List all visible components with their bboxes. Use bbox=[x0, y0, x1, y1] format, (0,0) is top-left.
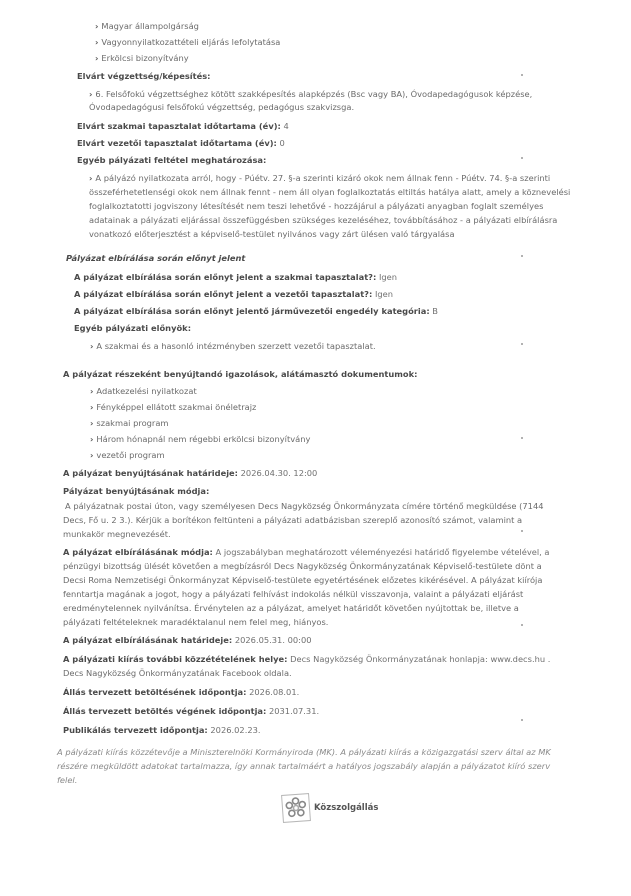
evaluation-deadline-row bbox=[63, 634, 312, 646]
scan-speck bbox=[521, 74, 523, 76]
scan-speck bbox=[521, 719, 523, 721]
education-text: 6. Felsőfokú végzettséghez kötött szakképesítés alapképzés (Bsc vagy BA), Óvodapedagógusok képzése, bbox=[95, 89, 533, 99]
evaluation-deadline-label: A pályázat elbírálásának határideje: bbox=[63, 635, 233, 645]
requirement-text: Vagyonnyilatkozattételi eljárás lefolytatása bbox=[101, 37, 281, 47]
advantage-management-label: A pályázat elbírálása során előnyt jelent a vezetői tapasztalat?: bbox=[74, 289, 373, 299]
other-conditions-line: vonatkozó előterjesztést a képviselő-testület nyilvános vagy zárt ülésen való tárgyalása bbox=[89, 229, 455, 239]
evaluation-deadline-value: 2026.05.31. 00:00 bbox=[234, 635, 312, 645]
scan-speck bbox=[521, 343, 523, 345]
document-item bbox=[90, 385, 197, 397]
other-conditions-line: foglalkoztatotti jogviszony létesítését nem teszi lehetővé - hozzájárul a pályázati anyagban foglalt személyes bbox=[89, 201, 544, 211]
other-advantages-item bbox=[90, 340, 376, 352]
logo-text: Közszolgállás bbox=[314, 803, 379, 813]
planned-end-value: 2031.07.31. bbox=[268, 706, 320, 716]
other-conditions-item bbox=[89, 172, 550, 184]
document-text: Fényképpel ellátott szakmai önéletrajz bbox=[96, 402, 257, 412]
chevron-right-icon: › bbox=[89, 173, 93, 183]
other-conditions-label: Egyéb pályázati feltétel meghatározása: bbox=[77, 155, 267, 165]
advantage-management-value: Igen bbox=[374, 289, 394, 299]
documents-label: A pályázat részeként benyújtandó igazolások, alátámasztó dokumentumok: bbox=[63, 369, 418, 379]
submission-method-line: Decs, Fő u. 2 3.). Kérjük a borítékon feltünteni a pályázati adatbázisban szereplő azonosító számot, valamint a bbox=[63, 515, 523, 525]
submission-deadline-row bbox=[63, 467, 317, 479]
requirement-text: Magyar állampolgárság bbox=[101, 21, 199, 31]
kozszolgallas-logo bbox=[282, 794, 382, 824]
management-experience-row bbox=[77, 137, 285, 149]
advantage-management-row bbox=[74, 288, 393, 300]
advantage-license-row bbox=[74, 305, 438, 317]
scan-speck bbox=[521, 255, 523, 257]
advantages-heading: Pályázat elbírálása során előnyt jelent bbox=[66, 253, 246, 263]
evaluation-method-row bbox=[63, 546, 550, 558]
publication-places-row bbox=[63, 653, 550, 665]
other-advantages-text: A szakmai és a hasonló intézményben szerzett vezetői tapasztalat. bbox=[96, 341, 376, 351]
advantage-professional-value: Igen bbox=[378, 272, 398, 282]
chevron-right-icon: › bbox=[90, 450, 94, 460]
publication-places-label: A pályázati kiírás további közzétételének helye: bbox=[63, 654, 288, 664]
planned-start-value: 2026.08.01. bbox=[249, 687, 300, 697]
advantage-professional-row bbox=[74, 271, 397, 283]
evaluation-method-text: A jogszabályban meghatározott véleményezési határidő figyelembe vételével, a bbox=[215, 547, 550, 557]
chevron-right-icon: › bbox=[90, 434, 94, 444]
submission-deadline-value: 2026.04.30. 12:00 bbox=[240, 468, 318, 478]
other-conditions-line: összeférhetetlenségi okok nem állnak fennt - nem áll olyan foglalkoztatás eltiltás hatálya alatt, amely a köznevelési bbox=[89, 187, 571, 197]
other-conditions-line: adatainak a pályázati eljárással összefüggésben szükséges kezeléséhez, továbbításához - a pályázati elbírálásra bbox=[89, 215, 558, 225]
planned-publication-label: Publikálás tervezett időpontja: bbox=[63, 725, 208, 735]
document-text: vezetői program bbox=[96, 450, 165, 460]
footer-note-line: A pályázati kiírás közzétevője a Miniszterelnöki Kormányiroda (MK). A pályázati kiírás a közigazgatási szerv által az MK bbox=[57, 747, 551, 757]
planned-publication-value: 2026.02.23. bbox=[210, 725, 261, 735]
chevron-right-icon: › bbox=[90, 418, 94, 428]
submission-method-line: munkakör megnevezését. bbox=[63, 529, 171, 539]
professional-experience-row bbox=[77, 120, 289, 132]
evaluation-method-label: A pályázat elbírálásának módja: bbox=[63, 547, 213, 557]
publication-places-text: Decs Nagyközség Önkormányzatának honlapja: www.decs.hu . bbox=[290, 654, 551, 664]
other-advantages-label: Egyéb pályázati előnyök: bbox=[74, 323, 192, 333]
requirement-item bbox=[95, 52, 189, 64]
other-conditions-text: A pályázó nyilatkozata arról, hogy - Púétv. 27. §-a szerinti kizáró okok nem állnak fenn - Púétv. 74. §-a szerinti bbox=[95, 173, 551, 183]
document-item bbox=[90, 433, 310, 445]
flower-emblem-icon bbox=[281, 793, 311, 823]
chevron-right-icon: › bbox=[89, 89, 93, 99]
chevron-right-icon: › bbox=[90, 341, 94, 351]
education-item bbox=[89, 88, 532, 100]
evaluation-method-line: eredménytelennek nyilvánítsa. Érvénytelen az a pályázat, amelyet határidőt követően nyújtottak be, illetve a bbox=[63, 603, 519, 613]
chevron-right-icon: › bbox=[95, 53, 99, 63]
planned-start-label: Állás tervezett betöltésének időpontja: bbox=[63, 687, 247, 697]
advantage-license-value: B bbox=[432, 306, 438, 316]
professional-experience-label: Elvárt szakmai tapasztalat időtartama (év): bbox=[77, 121, 281, 131]
evaluation-method-line: pénzügyi bizottság ülését követően a megbízásról Decs Nagyközség Önkormányzatának Képviselő-testülete dönt a bbox=[63, 561, 542, 571]
management-experience-value: 0 bbox=[279, 138, 285, 148]
evaluation-method-line: fenntartja magának a jogot, hogy a pályázati felhívást indokolás nélkül visszavonja, valaint a pályázati eljárást bbox=[63, 589, 524, 599]
chevron-right-icon: › bbox=[90, 402, 94, 412]
publication-places-line: Decs Nagyközség Önkormányzatának Facebook oldala. bbox=[63, 668, 292, 678]
submission-method-line: A pályázatnak postai úton, vagy személyesen Decs Nagyközség Önkormányzata címére történő megküldése (7144 bbox=[65, 501, 544, 511]
scan-speck bbox=[521, 437, 523, 439]
requirement-text: Erkölcsi bizonyítvány bbox=[101, 53, 189, 63]
advantage-license-label: A pályázat elbírálása során előnyt jelentő járművezetői engedély kategória: bbox=[74, 306, 430, 316]
document-text: Adatkezelési nyilatkozat bbox=[96, 386, 197, 396]
document-text: Három hónapnál nem régebbi erkölcsi bizonyítvány bbox=[96, 434, 311, 444]
chevron-right-icon: › bbox=[95, 37, 99, 47]
chevron-right-icon: › bbox=[90, 386, 94, 396]
chevron-right-icon: › bbox=[95, 21, 99, 31]
evaluation-method-line: Decsi Roma Nemzetiségi Önkormányzat Képviselő-testülete egyetértésének előzetes kikérésével. A pályázat kiírója bbox=[63, 575, 543, 585]
requirement-item bbox=[95, 20, 199, 32]
management-experience-label: Elvárt vezetői tapasztalat időtartama (év): bbox=[77, 138, 277, 148]
footer-note-line: részére megküldött adatokat tartalmazza, így annak tartalmáért a hatályos jogszabály alapján a pályázatot kiíró szerv bbox=[57, 761, 551, 771]
advantage-professional-label: A pályázat elbírálása során előnyt jelent a szakmai tapasztalat?: bbox=[74, 272, 377, 282]
submission-deadline-label: A pályázat benyújtásának határideje: bbox=[63, 468, 238, 478]
education-item-cont: Óvodapedagógusi felsőfokú végzettség, pedagógus szakvizsga. bbox=[89, 102, 355, 112]
submission-method-label: Pályázat benyújtásának módja: bbox=[63, 486, 210, 496]
footer-note-line: felel. bbox=[57, 775, 78, 785]
evaluation-method-line: pályázati feltételeknek maradéktalanul nem felel meg, hiányos. bbox=[63, 617, 329, 627]
document-text: szakmai program bbox=[96, 418, 169, 428]
requirement-item bbox=[95, 36, 280, 48]
planned-end-label: Állás tervezett betöltés végének időpontja: bbox=[63, 706, 267, 716]
planned-start-row bbox=[63, 686, 299, 698]
scan-speck bbox=[521, 157, 523, 159]
document-item bbox=[90, 401, 256, 413]
scan-speck bbox=[521, 530, 523, 532]
planned-end-row bbox=[63, 705, 319, 717]
document-item bbox=[90, 449, 165, 461]
professional-experience-value: 4 bbox=[283, 121, 289, 131]
document-item bbox=[90, 417, 169, 429]
education-label: Elvárt végzettség/képesítés: bbox=[77, 71, 211, 81]
scan-speck bbox=[521, 624, 523, 626]
planned-publication-row bbox=[63, 724, 261, 736]
